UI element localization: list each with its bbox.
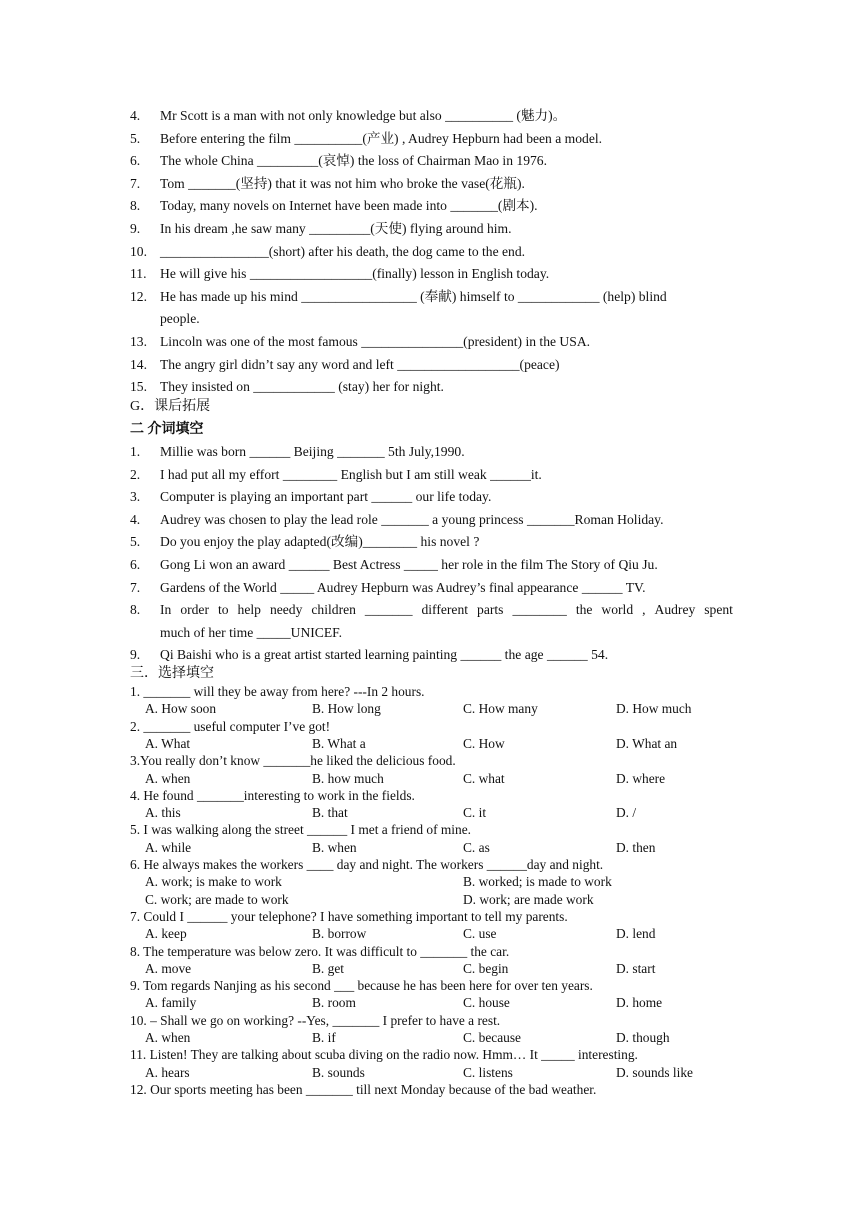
- choice-question: 12. Our sports meeting has been _______ till next Monday because of the bad weather.: [130, 1081, 597, 1097]
- choice-option: B. What a: [312, 735, 366, 751]
- choice-question: 5. I was walking along the street ______ I met a friend of mine.: [130, 822, 471, 838]
- question-text: ________________(short) after his death, the dog came to the end.: [160, 243, 526, 259]
- question-text: He will give his __________________(finally) lesson in English today.: [160, 266, 550, 282]
- question-text: Gong Li won an award ______ Best Actress _____ her role in the film The Story of Qiu Ju.: [160, 557, 658, 572]
- question-number: 6.: [130, 557, 141, 572]
- section-heading-choice: 三．选择填空: [130, 666, 214, 681]
- word: different: [421, 602, 469, 618]
- choice-option: D. /: [616, 805, 637, 821]
- question-text: Gardens of the World _____ Audrey Hepburn was Audrey’s final appearance ______ TV.: [160, 579, 646, 595]
- choice-option: C. begin: [463, 960, 509, 976]
- choice-option: B. how much: [312, 770, 384, 786]
- question-number: 7.: [130, 175, 141, 191]
- question-text: Qi Baishi who is a great artist started learning painting ______ the age ______ 54.: [160, 647, 609, 663]
- choice-question: 9. Tom regards Nanjing as his second ___ because he has been here for over ten years.: [130, 978, 593, 994]
- choice-question: 6. He always makes the workers ____ day and night. The workers ______day and night.: [130, 857, 604, 872]
- question-text: In his dream ,he saw many _________(天使) flying around him.: [160, 221, 512, 236]
- question-number: 13.: [130, 334, 147, 349]
- word: needy: [269, 602, 303, 618]
- choice-option: D. where: [616, 770, 666, 786]
- question-text: Millie was born ______ Beijing _______ 5th July,1990.: [160, 444, 465, 459]
- question-text: I had put all my effort ________ English but I am still weak ______it.: [160, 466, 542, 482]
- question-text: [160, 599, 733, 621]
- word: Audrey: [654, 602, 696, 618]
- choice-option: B. How long: [312, 701, 381, 717]
- question-number: 8.: [130, 198, 141, 214]
- word: children: [311, 602, 356, 618]
- choice-option: C. as: [463, 839, 490, 855]
- question-text: Before entering the film __________(产业) , Audrey Hepburn had been a model.: [160, 130, 603, 146]
- question-number: 2.: [130, 466, 141, 482]
- choice-option: C. work; are made to work: [145, 891, 289, 907]
- choice-option: A. work; is make to work: [145, 874, 282, 890]
- choice-question: 7. Could I ______ your telephone? I have something important to tell my parents.: [130, 908, 568, 924]
- choice-question: 10. – Shall we go on working? --Yes, _______ I prefer to have a rest.: [130, 1012, 501, 1028]
- word: spent: [704, 602, 733, 618]
- choice-option: C. use: [463, 926, 497, 942]
- choice-question: 3.You really don’t know _______he liked the delicious food.: [130, 753, 456, 769]
- choice-option: C. house: [463, 995, 510, 1011]
- question-number: 15.: [130, 379, 147, 395]
- choice-option: D. How much: [616, 701, 692, 717]
- question-text-continued: people.: [160, 311, 200, 327]
- section-heading-g: G．课后拓展: [130, 399, 211, 414]
- question-number: 14.: [130, 356, 147, 372]
- question-number: 11.: [130, 266, 147, 282]
- choice-option: A. hears: [145, 1064, 190, 1080]
- choice-option: B. borrow: [312, 926, 367, 942]
- choice-question: 1. _______ will they be away from here? ---In 2 hours.: [130, 684, 425, 699]
- question-number: 12.: [130, 288, 147, 304]
- choice-option: A. family: [145, 995, 197, 1011]
- choice-option: A. this: [145, 805, 181, 821]
- choice-option: B. room: [312, 995, 356, 1011]
- choice-question: 8. The temperature was below zero. It was difficult to _______ the car.: [130, 943, 510, 959]
- choice-option: D. lend: [616, 926, 656, 942]
- choice-option: D. What an: [616, 735, 678, 751]
- choice-option: C. because: [463, 1030, 522, 1045]
- choice-option: B. worked; is made to work: [463, 874, 612, 890]
- question-number: 8.: [130, 602, 141, 618]
- question-text: Computer is playing an important part ______ our life today.: [160, 489, 492, 505]
- choice-option: D. then: [616, 839, 656, 855]
- choice-option: D. though: [616, 1030, 670, 1045]
- choice-question: 2. _______ useful computer I’ve got!: [130, 718, 331, 734]
- question-number: 4.: [130, 108, 141, 123]
- word: ,: [642, 602, 646, 618]
- question-number: 7.: [130, 579, 141, 595]
- question-number: 5.: [130, 130, 141, 146]
- choice-option: A. How soon: [145, 701, 217, 717]
- question-text: They insisted on ____________ (stay) her for night.: [160, 379, 444, 395]
- question-text: Lincoln was one of the most famous _______________(president) in the USA.: [160, 334, 591, 349]
- choice-option: A. What: [145, 735, 191, 751]
- choice-option: D. home: [616, 995, 663, 1011]
- choice-option: A. when: [145, 770, 191, 786]
- question-text: Audrey was chosen to play the lead role _______ a young princess _______Roman Holiday.: [160, 511, 664, 527]
- question-number: 5.: [130, 534, 141, 550]
- choice-option: D. sounds like: [616, 1064, 693, 1080]
- choice-option: A. while: [145, 839, 192, 855]
- word: _______: [364, 602, 413, 618]
- word: world: [601, 602, 634, 618]
- word: ________: [512, 602, 567, 618]
- question-text: Today, many novels on Internet have been made into _______(剧本).: [160, 198, 538, 214]
- question-text-continued: much of her time _____UNICEF.: [160, 624, 343, 640]
- choice-question: 11. Listen! They are talking about scuba diving on the radio now. Hmm… It _____ interesting.: [130, 1047, 638, 1063]
- choice-option: C. what: [463, 770, 505, 786]
- choice-option: C. How many: [463, 701, 538, 717]
- word: order: [180, 602, 209, 618]
- word: In: [160, 602, 172, 618]
- word: help: [237, 602, 261, 618]
- choice-option: A. move: [145, 960, 192, 976]
- question-number: 1.: [130, 444, 141, 459]
- word: the: [575, 602, 593, 618]
- word: parts: [477, 602, 504, 618]
- choice-option: D. start: [616, 960, 656, 976]
- question-number: 4.: [130, 511, 141, 527]
- question-text: Tom _______(坚持) that it was not him who broke the vase(花瓶).: [160, 175, 525, 191]
- choice-option: C. listens: [463, 1064, 513, 1080]
- question-number: 3.: [130, 489, 141, 505]
- question-number: 9.: [130, 647, 141, 663]
- question-number: 6.: [130, 153, 141, 169]
- choice-option: D. work; are made work: [463, 891, 594, 907]
- section-heading-prepositions: 二 介词填空: [130, 422, 204, 437]
- word: to: [217, 602, 229, 618]
- question-number: 10.: [130, 243, 147, 259]
- choice-option: C. it: [463, 805, 487, 821]
- choice-option: B. that: [312, 805, 348, 821]
- question-text: The angry girl didn’t say any word and left __________________(peace): [160, 356, 560, 372]
- question-text: Do you enjoy the play adapted(改编)________ his novel ?: [160, 534, 480, 550]
- question-text: The whole China _________(哀悼) the loss of Chairman Mao in 1976.: [160, 153, 547, 169]
- choice-question: 4. He found _______interesting to work in the fields.: [130, 787, 415, 803]
- choice-option: B. sounds: [312, 1064, 365, 1080]
- choice-option: A. keep: [145, 926, 187, 942]
- choice-option: B. get: [312, 960, 344, 976]
- question-text: He has made up his mind _________________ (奉献) himself to ____________ (help) blind: [160, 288, 667, 304]
- question-number: 9.: [130, 221, 141, 236]
- question-text: Mr Scott is a man with not only knowledge but also __________ (魅力)。: [160, 108, 567, 123]
- choice-option: B. when: [312, 839, 357, 855]
- choice-option: C. How: [463, 735, 505, 751]
- choice-option: B. if: [312, 1030, 336, 1045]
- choice-option: A. when: [145, 1030, 191, 1045]
